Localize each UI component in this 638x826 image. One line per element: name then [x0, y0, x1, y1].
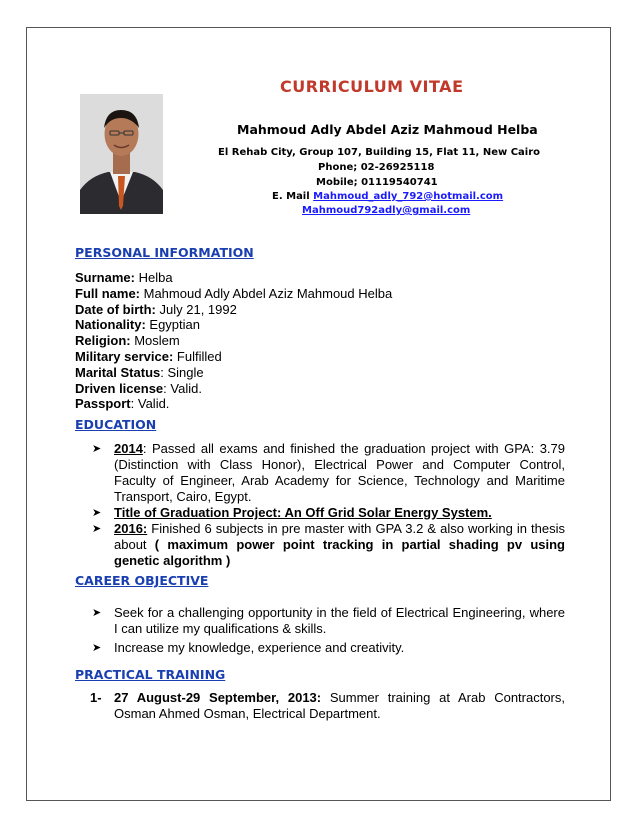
candidate-name: Mahmoud Adly Abdel Aziz Mahmoud Helba	[237, 122, 538, 137]
arrow-bullet-icon: ➤	[92, 507, 102, 519]
arrow-bullet-icon: ➤	[92, 642, 102, 654]
section-heading-training: PRACTICAL TRAINING	[75, 667, 226, 682]
personal-row: Full name: Mahmoud Adly Abdel Aziz Mahmoud Helba	[75, 285, 393, 301]
personal-info-list	[75, 270, 392, 412]
personal-row: Military service: Fulfilled	[75, 348, 222, 364]
personal-row: Date of birth: July 21, 1992	[75, 301, 237, 317]
email-link-hotmail[interactable]: Mahmoud_adly_792@hotmail.com	[313, 191, 504, 202]
address: El Rehab City, Group 107, Building 15, Flat 11, New Cairo	[218, 147, 541, 158]
section-heading-career: CAREER OBJECTIVE	[75, 573, 209, 588]
phone: Phone; 02-26925118	[318, 162, 435, 173]
career-item: ➤ Increase my knowledge, experience and creativity.	[92, 640, 405, 655]
personal-row: Driven license: Valid.	[75, 380, 202, 396]
training-list	[90, 690, 565, 722]
arrow-bullet-icon: ➤	[92, 443, 102, 455]
email-line	[272, 191, 503, 202]
education-item: ➤ 2016: Finished 6 subjects in pre master with GPA 3.2 & also working in thesis about ( maximum power point tracking in partial shading pv using genetic algorithm )	[92, 521, 565, 568]
arrow-bullet-icon: ➤	[92, 607, 102, 619]
cv-title: CURRICULUM VITAE	[280, 77, 464, 96]
section-heading-personal: PERSONAL INFORMATION	[75, 245, 254, 260]
arrow-bullet-icon: ➤	[92, 523, 102, 535]
email-link-gmail[interactable]: Mahmoud792adly@gmail.com	[302, 205, 471, 216]
education-item: ➤ Title of Graduation Project: An Off Grid Solar Energy System.	[92, 505, 492, 520]
education-list	[90, 441, 565, 569]
personal-row: Marital Status: Single	[75, 364, 204, 380]
education-item: ➤ 2014: Passed all exams and finished the graduation project with GPA: 3.79 (Distinction with Class Honor), Electrical Power and Computer Control, Faculty of Engineer, Arab Academy for Science, Technology and Maritime Transport, Cairo, Egypt.	[92, 441, 565, 504]
profile-photo	[80, 94, 163, 214]
email-label: E. Mail	[272, 191, 310, 202]
personal-row: Nationality: Egyptian	[75, 317, 200, 333]
item-number: 1-	[90, 690, 102, 705]
mobile: Mobile; 01119540741	[316, 177, 438, 188]
email-line-2	[302, 205, 470, 216]
training-item: 1- 27 August-29 September, 2013: Summer training at Arab Contractors, Osman Ahmed Osman, Electrical Department.	[90, 690, 565, 721]
personal-row: Surname: Helba	[75, 270, 173, 285]
career-item: ➤ Seek for a challenging opportunity in the field of Electrical Engineering, where I can utilize my qualifications & skills.	[92, 605, 565, 636]
career-list	[90, 605, 565, 656]
personal-row: Passport: Valid.	[75, 396, 170, 412]
personal-row: Religion: Moslem	[75, 333, 180, 349]
section-heading-education: EDUCATION	[75, 417, 157, 432]
